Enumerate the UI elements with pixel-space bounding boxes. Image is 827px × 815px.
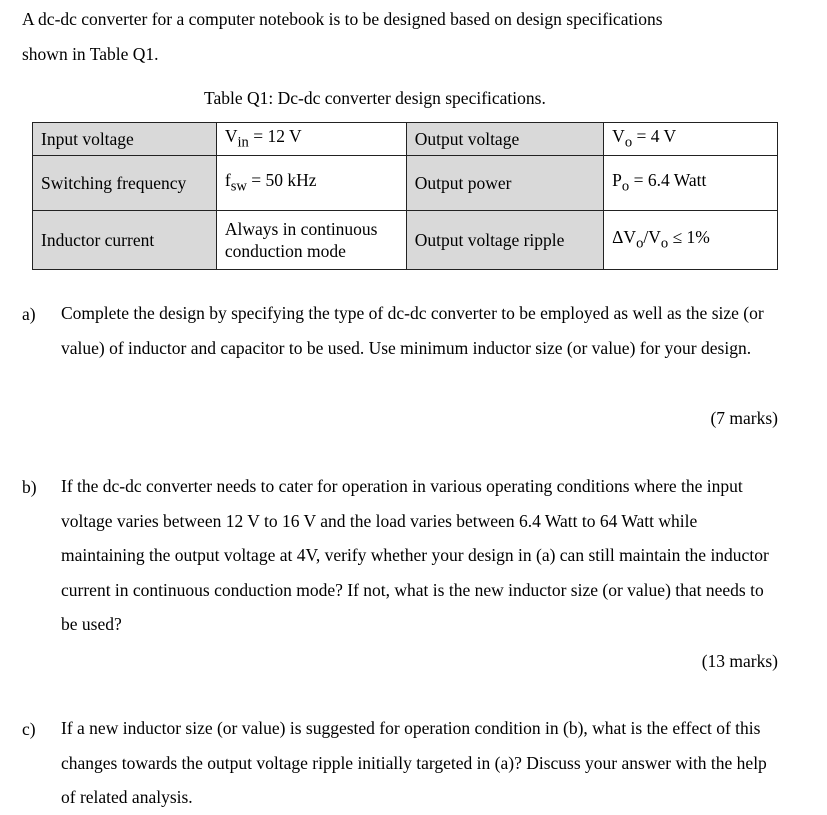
table-cell-value: Always in continuous conduction mode <box>216 211 406 270</box>
table-caption: Table Q1: Dc-dc converter design specifications. <box>204 88 546 108</box>
table-cell-value: $\Delta V_o/V_o \le 1\%$ <box>604 211 778 270</box>
question-c-label: c) <box>22 719 36 739</box>
table-cell-value: $P_o = 6.4$ Watt <box>604 156 778 211</box>
question-a-marks: (7 marks) <box>710 408 778 428</box>
table-cell-label: Input voltage <box>33 123 217 156</box>
table-cell-label: Output power <box>406 156 603 211</box>
table-row <box>33 156 778 211</box>
table-cell-label: Inductor current <box>33 211 217 270</box>
table-row <box>33 123 778 156</box>
table-cell-label: Output voltage ripple <box>406 211 603 270</box>
intro-line-2: shown in Table Q1. <box>22 44 159 64</box>
question-a-text: Complete the design by specifying the type of dc-dc converter to be employed as well as the size (or value) of inductor and capacitor to be used. Use minimum inductor size (or value) for your design. <box>61 303 764 358</box>
table-cell-value: $f_{sw} = 50$ kHz <box>216 156 406 211</box>
table-row <box>33 211 778 270</box>
table-cell-value: $V_{in} = 12$ V <box>216 123 406 156</box>
question-a-label: a) <box>22 304 36 324</box>
spec-table <box>32 122 778 270</box>
intro-line-1: A dc-dc converter for a computer notebook is to be designed based on design specifications <box>22 9 663 29</box>
table-cell-label: Output voltage <box>406 123 603 156</box>
table-cell-label: Switching frequency <box>33 156 217 211</box>
question-b-label: b) <box>22 477 37 497</box>
question-b-marks: (13 marks) <box>701 651 778 671</box>
question-b-text: If the dc-dc converter needs to cater for operation in various operating conditions where the input voltage varies between 12 V to 16 V and the load varies between 6.4 Watt to 64 Watt while maintaining the output voltage at 4V, verify whether your design in (a) can still maintain the inductor current in continuous conduction mode? If not, what is the new inductor size (or value) that needs to be used? <box>61 476 769 634</box>
table-cell-value: $V_o = 4$ V <box>604 123 778 156</box>
question-c-text: If a new inductor size (or value) is suggested for operation condition in (b), what is the effect of this changes towards the output voltage ripple initially targeted in (a)? Discuss your answer with the help of related analysis. <box>61 718 767 807</box>
